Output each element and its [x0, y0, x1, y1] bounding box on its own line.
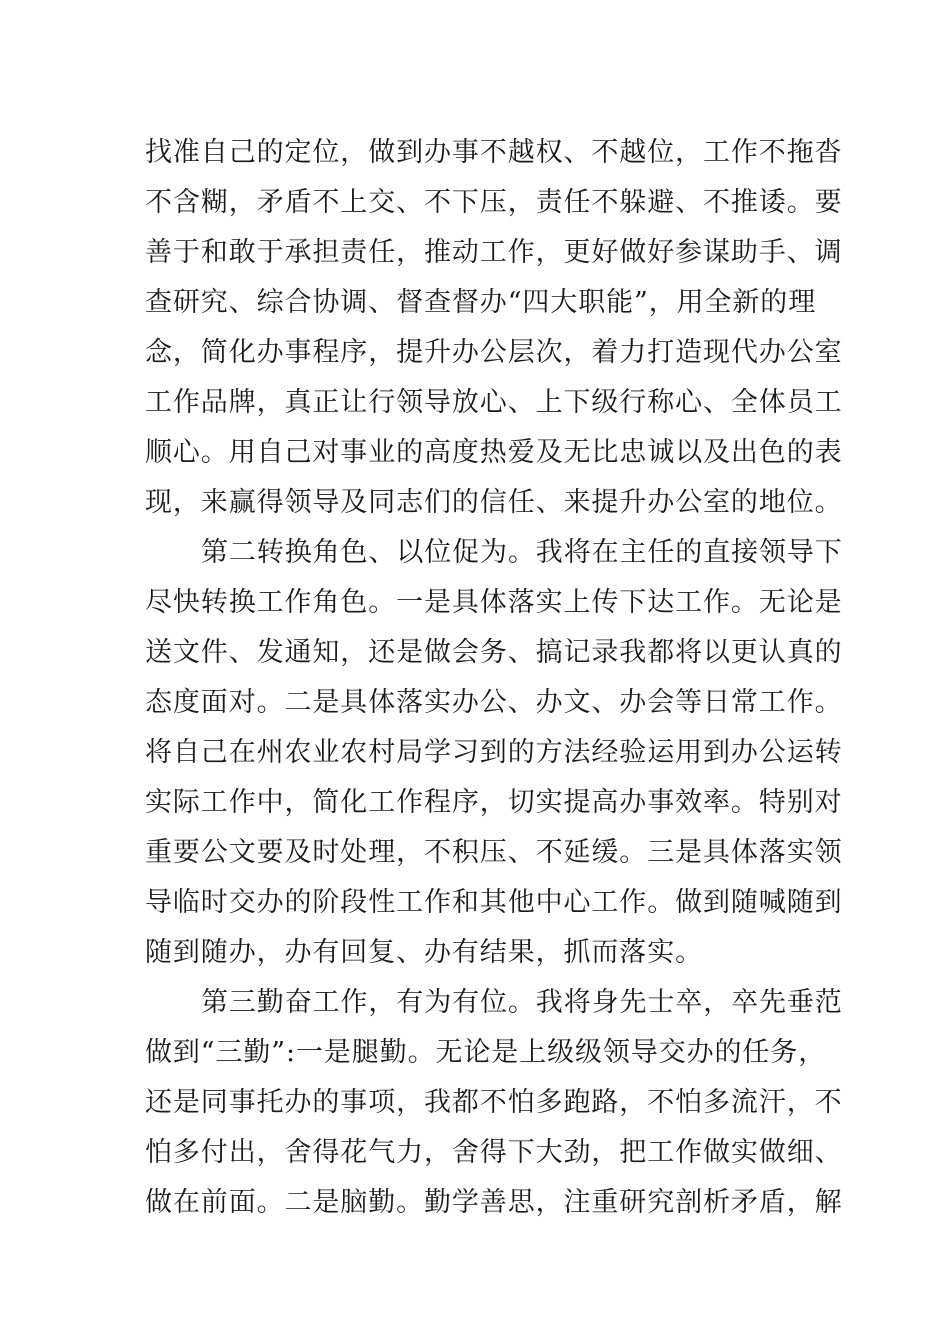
text-line-22: 做在前面。二是脑勤。勤学善思，注重研究剖析矛盾，解 [145, 1187, 843, 1218]
text-line-3: 善于和敢于承担责任，推动工作，更好做好参谋助手、调 [145, 237, 843, 268]
text-line-13: 将自己在州农业农村局学习到的方法经验运用到办公运转 [145, 737, 843, 768]
text-line-14: 实际工作中，简化工作程序，切实提高办事效率。特别对 [145, 787, 843, 818]
text-line-17: 随到随办，办有回复、办有结果，抓而落实。 [145, 937, 703, 968]
text-line-11: 送文件、发通知，还是做会务、搞记录我都将以更认真的 [145, 637, 843, 668]
text-line-7: 顺心。用自己对事业的高度热爱及无比忠诚以及出色的表 [145, 437, 843, 468]
text-line-20: 还是同事托办的事项，我都不怕多跑路，不怕多流汗，不 [145, 1087, 843, 1118]
text-line-1: 找准自己的定位，做到办事不越权、不越位，工作不拖沓 [145, 137, 843, 168]
text-line-8: 现，来赢得领导及同志们的信任、来提升办公室的地位。 [145, 487, 843, 518]
body-text [145, 128, 843, 1228]
text-line-5: 念，简化办事程序，提升办公层次，着力打造现代办公室 [145, 337, 843, 368]
text-line-6: 工作品牌，真正让行领导放心、上下级行称心、全体员工 [145, 387, 843, 418]
text-line-10: 尽快转换工作角色。一是具体落实上传下达工作。无论是 [145, 587, 843, 618]
text-line-21: 怕多付出，舍得花气力，舍得下大劲，把工作做实做细、 [145, 1137, 843, 1168]
text-line-2: 不含糊，矛盾不上交、不下压，责任不躲避、不推诿。要 [145, 187, 843, 218]
text-line-19: 做到“三勤”:一是腿勤。无论是上级级领导交办的任务， [145, 1037, 827, 1068]
paragraph-2-first-line: 第二转换角色、以位促为。我将在主任的直接领导下 [201, 537, 843, 568]
text-line-4: 查研究、综合协调、督查督办“四大职能”，用全新的理 [145, 287, 817, 318]
text-line-12: 态度面对。二是具体落实办公、办文、办会等日常工作。 [145, 687, 843, 718]
paragraph-3-first-line: 第三勤奋工作，有为有位。我将身先士卒，卒先垂范 [201, 987, 843, 1018]
text-line-15: 重要公文要及时处理，不积压、不延缓。三是具体落实领 [145, 837, 843, 868]
text-line-16: 导临时交办的阶段性工作和其他中心工作。做到随喊随到 [145, 887, 843, 918]
